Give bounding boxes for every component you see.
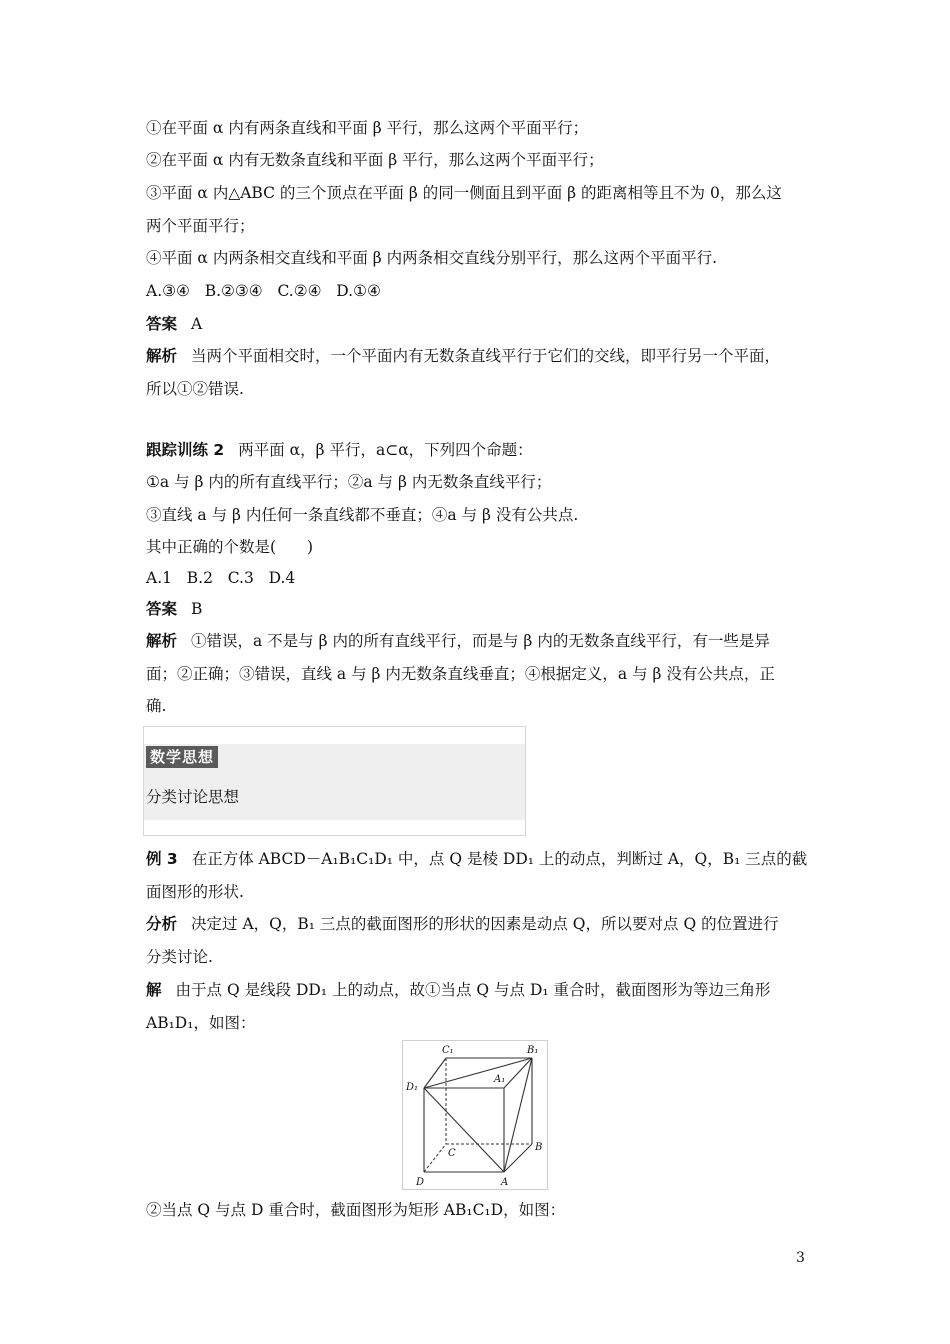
section-d1-a	[424, 1088, 504, 1172]
example-3-solution-row-1	[146, 980, 771, 1000]
analysis-label: 分析	[146, 915, 178, 933]
label-a: A	[501, 1177, 509, 1188]
example-3-header	[146, 849, 807, 869]
page-number: 3	[796, 1250, 805, 1266]
practice-2-line-1: ①a 与 β 内的所有直线平行；②a 与 β 内无数条直线平行；	[146, 473, 552, 491]
practice-2-header	[146, 440, 533, 460]
practice-2-analysis-row-1	[146, 631, 770, 651]
edge-a-b	[504, 1144, 532, 1172]
choices: A.③④ B.②③④ C.②④ D.①④	[146, 282, 381, 300]
analysis-row-1	[146, 346, 780, 366]
practice-2-label: 跟踪训练 2	[146, 441, 225, 459]
section-d1-b1	[424, 1058, 532, 1088]
label-c: C	[448, 1148, 456, 1159]
option-1: ①在平面 α 内有两条直线和平面 β 平行，那么这两个平面平行；	[146, 119, 589, 137]
practice-2-analysis-row-3: 确.	[146, 697, 167, 715]
label-d1: D₁	[406, 1082, 419, 1093]
label-d: D	[416, 1177, 425, 1188]
answer-label: 答案	[146, 315, 178, 333]
solution-label: 解	[146, 981, 162, 999]
practice-2-line-3: 其中正确的个数是( )	[146, 538, 314, 556]
practice-2-analysis-row-2: 面；②正确；③错误，直线 a 与 β 内无数条直线垂直；④根据定义，a 与 β 没有公共点，正	[146, 665, 775, 683]
example-3-solution-row-3: ②当点 Q 与点 D 重合时，截面图形为矩形 AB₁C₁D，如图：	[146, 1201, 566, 1219]
analysis-label: 解析	[146, 632, 178, 650]
practice-2-answer-row	[146, 599, 202, 619]
section-a-b1	[504, 1058, 532, 1172]
edge-d1-c1	[424, 1058, 446, 1088]
thinking-box-tag: 数学思想	[146, 746, 218, 768]
option-2: ②在平面 α 内有无数条直线和平面 β 平行，那么这两个平面平行；	[146, 151, 604, 169]
option-3-line-2: 两个平面平行；	[146, 217, 255, 235]
practice-2-choices: A.1 B.2 C.3 D.4	[146, 569, 296, 587]
example-3-analysis-row-1	[146, 914, 779, 934]
answer-label: 答案	[146, 600, 178, 618]
option-4: ④平面 α 内两条相交直线和平面 β 内两条相交直线分别平行，那么这两个平面平行.	[146, 249, 718, 267]
hidden-edge-d-c	[424, 1144, 446, 1172]
example-3-stem-2: 面图形的形状.	[146, 883, 244, 901]
label-a1: A₁	[494, 1074, 506, 1085]
label-b1: B₁	[527, 1045, 539, 1056]
answer-value: B	[191, 600, 203, 618]
answer-value: A	[191, 315, 203, 333]
example-3-stem: 在正方体 ABCD－A₁B₁C₁D₁ 中，点 Q 是棱 DD₁ 上的动点，判断过 A，Q，B₁ 三点的截	[191, 850, 808, 868]
analysis-text-1: 当两个平面相交时，一个平面内有无数条直线平行于它们的交线，即平行另一个平面，	[191, 347, 781, 365]
practice-2-line-2: ③直线 a 与 β 内任何一条直线都不垂直；④a 与 β 没有公共点.	[146, 506, 579, 524]
example-3-analysis-row-2: 分类讨论.	[146, 948, 213, 966]
practice-2-stem: 两平面 α，β 平行，a⊂α，下列四个命题：	[238, 441, 533, 459]
label-b: B	[535, 1142, 543, 1153]
answer-row	[146, 314, 202, 334]
cube-section-figure	[402, 1040, 548, 1190]
example-3-solution-row-2: AB₁D₁，如图：	[146, 1014, 256, 1032]
analysis-text-1: 决定过 A，Q，B₁ 三点的截面图形的形状的因素是动点 Q，所以要对点 Q 的位置进行	[191, 915, 779, 933]
thinking-box	[143, 726, 526, 836]
analysis-label: 解析	[146, 347, 178, 365]
solution-text-1: 由于点 Q 是线段 DD₁ 上的动点，故①当点 Q 与点 D₁ 重合时，截面图形为等边三角形	[175, 981, 771, 999]
analysis-text-1: ①错误，a 不是与 β 内的所有直线平行，而是与 β 内的无数条直线平行，有一些是异	[191, 632, 770, 650]
thinking-box-title: 分类讨论思想	[146, 788, 240, 806]
option-3-line-1: ③平面 α 内△ABC 的三个顶点在平面 β 的同一侧面且到平面 β 的距离相等且不为 0，那么这	[146, 184, 782, 202]
example-3-label: 例 3	[146, 850, 178, 868]
label-c1: C₁	[442, 1045, 454, 1056]
analysis-row-2: 所以①②错误.	[146, 380, 244, 398]
